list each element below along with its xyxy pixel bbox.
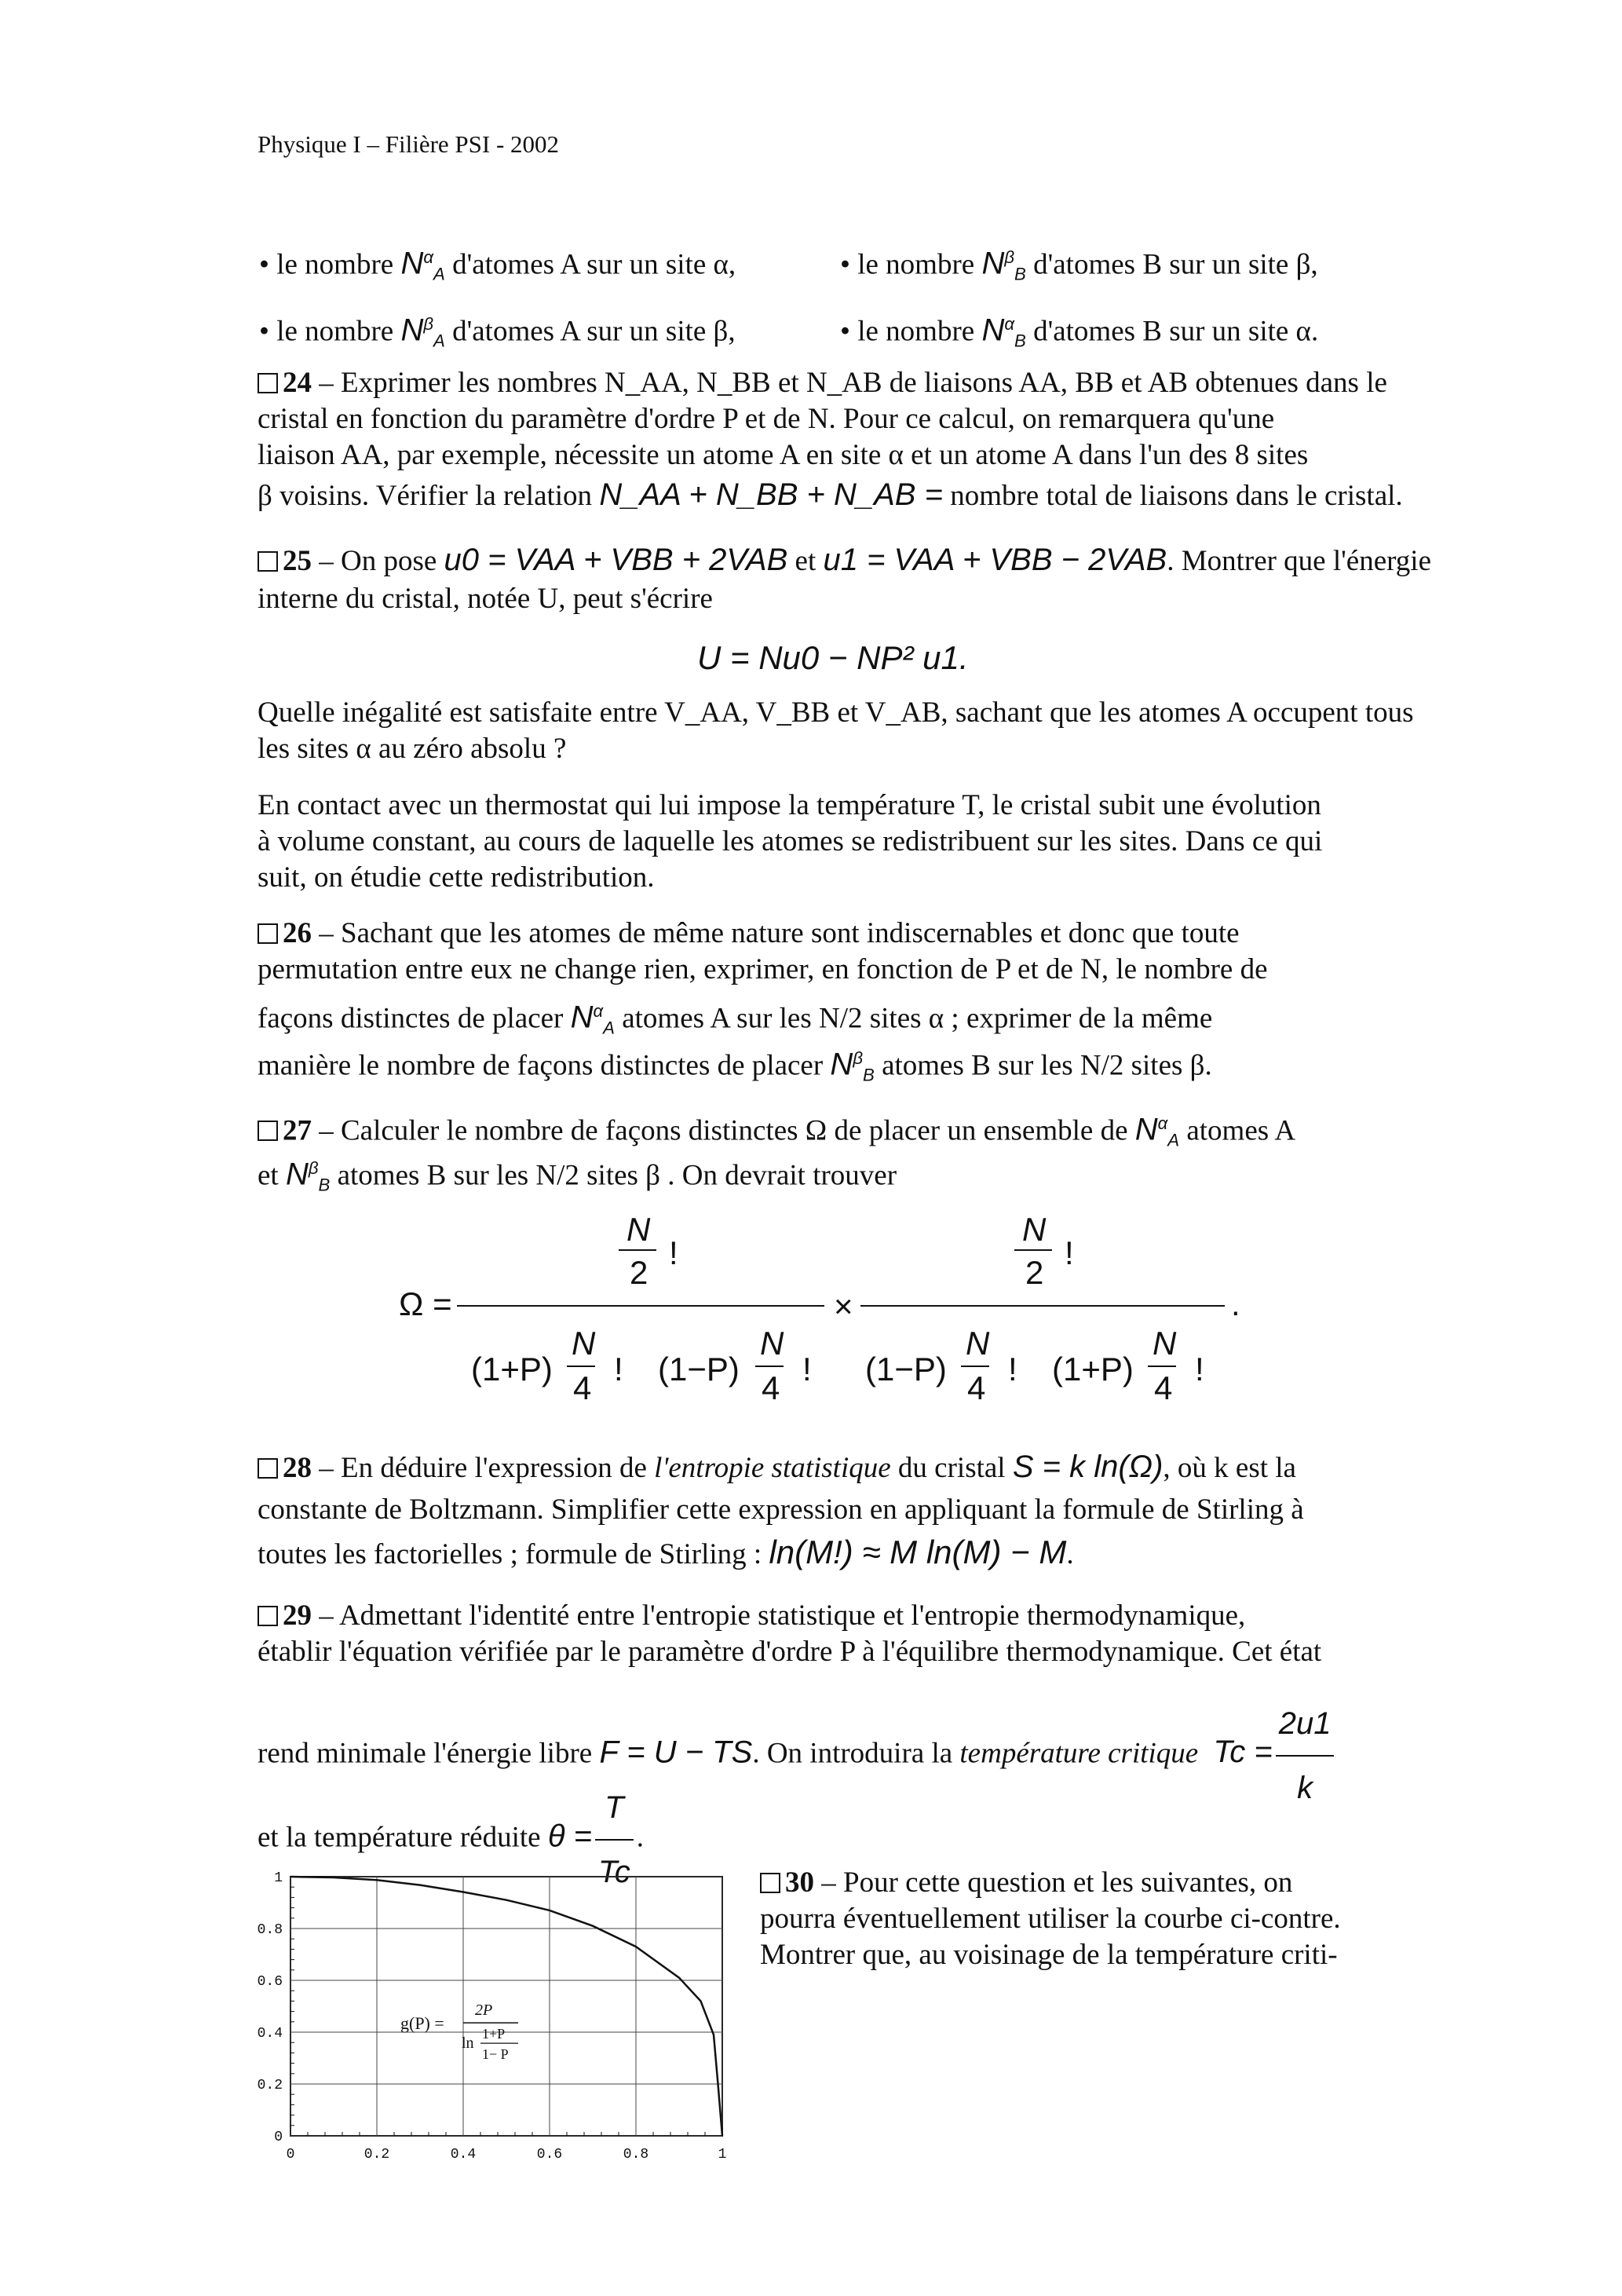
q26-line-1: 26 – Sachant que les atomes de même nature sont indiscernables et donc que toute [258, 916, 1240, 952]
x-tick-label: 0 [286, 2147, 295, 2163]
annotation-ln: ln [462, 2035, 474, 2053]
q27-line-2: et $N^\beta_B$ atomes B sur les N/2 sites β . On devrait trouver [258, 1157, 897, 1195]
series-line-gp [290, 1877, 722, 2136]
den3-paren: (1−P) [865, 1351, 947, 1387]
checkbox-icon [760, 1873, 780, 1893]
omega-lhs: Ω = [399, 1285, 452, 1322]
q26-line-3: façons distinctes de placer $N^\alpha_A$ atomes A sur les N/2 sites α ; exprimer de la même [258, 1000, 1213, 1038]
q24-line-3: liaison AA, par exemple, nécessite un atome A en site α et un atome A dans l'un des 8 sites [258, 439, 1309, 471]
num2-bang: ! [1065, 1234, 1074, 1271]
q30-line-3: Montrer que, au voisinage de la température criti- [760, 1939, 1338, 1971]
den3-n: N [966, 1325, 990, 1362]
q24-line-4: β voisins. Vérifier la relation N_AA + N_BB + N_AB = nombre total de liaisons dans le cristal. [258, 477, 1403, 512]
contact-line-3: suit, on étudie cette redistribution. [258, 861, 655, 894]
q30-line-2: pourra éventuellement utiliser la courbe ci-contre. [760, 1903, 1341, 1935]
x-tick-label: 1 [718, 2147, 727, 2163]
den2-d: 4 [762, 1369, 780, 1406]
den4-bang: ! [1195, 1351, 1204, 1387]
omega-end: . [1231, 1285, 1240, 1322]
q29-line-3: rend minimale l'énergie libre F = U − TS. On introduira la température critique Tc = $\frac{2u1}{k}$ [258, 1692, 1337, 1819]
omega-times: × [834, 1288, 853, 1325]
bullet-nb-alpha: • le nombre $N^\alpha_B$ d'atomes B sur un site α. [840, 313, 1319, 351]
q26-line-2: permutation entre eux ne change rien, exprimer, en fonction de P et de N, le nombre de [258, 953, 1268, 985]
bullet-na-alpha: • le nombre $N^\alpha_A$ d'atomes A sur un site α, [259, 246, 736, 284]
theta-fraction: $\frac{T}{Tc}$ [595, 1776, 634, 1903]
contact-line-1: En contact avec un thermostat qui lui impose la température T, le cristal subit une évolution [258, 789, 1321, 821]
q26-line-4: manière le nombre de façons distinctes de placer $N^\beta_B$ atomes B sur les N/2 sites β. [258, 1047, 1212, 1085]
q28-line-1: 28 – En déduire l'expression de l'entropie statistique du cristal S = k ln(Ω), où k est la [258, 1449, 1296, 1486]
checkbox-icon [258, 1121, 278, 1141]
x-tick-label: 0.2 [363, 2147, 390, 2163]
page-header: Physique I – Filière PSI - 2002 [258, 130, 560, 158]
den1-paren: (1+P) [471, 1351, 553, 1387]
den3-bang: ! [1008, 1351, 1017, 1387]
num1-n: N [627, 1211, 651, 1248]
q27-line-1: 27 – Calculer le nombre de façons distinctes Ω de placer un ensemble de $N^\alpha_A$ atomes A [258, 1106, 1295, 1159]
x-tick-label: 0.4 [450, 2147, 477, 2163]
annotation-den-den: 1− P [482, 2046, 509, 2063]
checkbox-icon [258, 923, 278, 944]
den2-bang: ! [802, 1351, 812, 1387]
den1-bang: ! [614, 1351, 623, 1387]
annotation-num: 2P [475, 2002, 493, 2020]
y-tick-label: 1 [274, 1870, 283, 1886]
y-tick-label: 0.8 [257, 1922, 283, 1938]
q29-line-1: 29 – Admettant l'identité entre l'entropie statistique et l'entropie thermodynamique, [258, 1598, 1245, 1634]
q30-line-1: 30 – Pour cette question et les suivantes, on [760, 1865, 1292, 1901]
q25-line-1: 25 – On pose u0 = VAA + VBB + 2VAB et u1 = VAA + VBB − 2VAB. Montrer que l'énergie [258, 542, 1431, 579]
x-tick-label: 0.8 [623, 2147, 649, 2163]
omega-formula [385, 1201, 1256, 1429]
bullet-na-beta: • le nombre $N^\beta_A$ d'atomes A sur un site β, [259, 313, 736, 351]
y-tick-label: 0.2 [257, 2078, 283, 2093]
checkbox-icon [258, 1606, 278, 1626]
tc-fraction: $\frac{2u1}{k}$ [1276, 1692, 1335, 1819]
plot-frame [290, 1877, 722, 2136]
y-tick-label: 0 [274, 2130, 283, 2145]
den4-d: 4 [1154, 1369, 1173, 1406]
den2-paren: (1−P) [658, 1351, 740, 1387]
checkbox-icon [258, 1458, 278, 1479]
q29-line-2: établir l'équation vérifiée par le paramètre d'ordre P à l'équilibre thermodynamique. Cet état [258, 1636, 1322, 1668]
den4-paren: (1+P) [1052, 1351, 1134, 1387]
q28-line-3: toutes les factorielles ; formule de Stirling : ln(M!) ≈ M ln(M) − M. [258, 1534, 1074, 1570]
annotation-lhs: g(P) = [400, 2013, 444, 2034]
q24-line-2: cristal en fonction du paramètre d'ordre P et de N. Pour ce calcul, on remarquera qu'une [258, 403, 1275, 435]
num2-d: 2 [1025, 1254, 1044, 1291]
bullet-nb-beta: • le nombre $N^\beta_B$ d'atomes B sur un site β, [840, 246, 1318, 284]
num2-n: N [1022, 1211, 1047, 1248]
q25-energy-equation: U = Nu0 − NP² u1. [697, 639, 969, 676]
q25-line-4: les sites α au zéro absolu ? [258, 733, 567, 765]
checkbox-icon [258, 373, 278, 393]
q29-line-4: et la température réduite θ = $\frac{T}{Tc}$ . [258, 1776, 644, 1903]
g-of-p-chart [251, 1861, 754, 2175]
y-tick-label: 0.6 [257, 1974, 283, 1990]
y-tick-label: 0.4 [257, 2026, 283, 2042]
q28-line-2: constante de Boltzmann. Simplifier cette expression en appliquant la formule de Stirling à [258, 1493, 1304, 1526]
checkbox-icon [258, 551, 278, 572]
den1-d: 4 [573, 1369, 592, 1406]
q25-line-2: interne du cristal, notée U, peut s'écrire [258, 583, 713, 615]
den2-n: N [760, 1325, 784, 1362]
num1-d: 2 [630, 1254, 648, 1291]
q25-line-3: Quelle inégalité est satisfaite entre V_AA, V_BB et V_AB, sachant que les atomes A occupent tous [258, 696, 1414, 729]
q24-line-1: 24 – Exprimer les nombres N_AA, N_BB et N_AB de liaisons AA, BB et AB obtenues dans le [258, 365, 1387, 401]
contact-line-2: à volume constant, au cours de laquelle les atomes se redistribuent sur les sites. Dans ce qui [258, 825, 1323, 857]
annotation-den-num: 1+P [482, 2026, 506, 2042]
den3-d: 4 [967, 1369, 986, 1406]
x-tick-label: 0.6 [536, 2147, 563, 2163]
den1-n: N [572, 1325, 596, 1362]
den4-n: N [1153, 1325, 1177, 1362]
num1-bang: ! [669, 1234, 678, 1271]
